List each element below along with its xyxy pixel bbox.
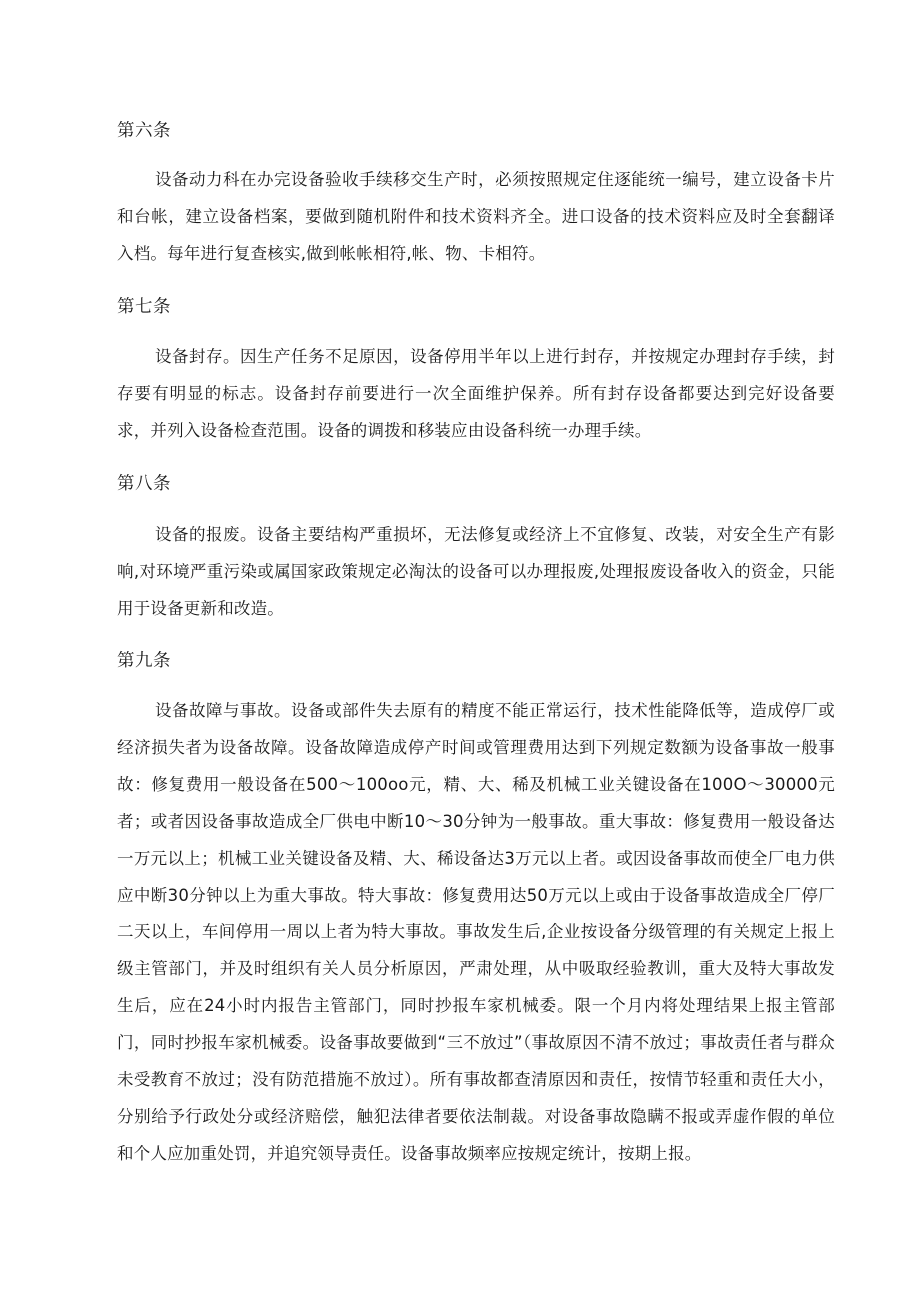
article-9: [117, 649, 835, 1173]
article-body: 设备封存。因生产任务不足原因，设备停用半年以上进行封存，并按规定办理封存手续，封存要有明显的标志。设备封存前要进行一次全面维护保养。所有封存设备都要达到完好设备要求，并列入设备检查范围。设备的调拨和移装应由设备科统一办理手续。: [117, 347, 835, 440]
article-6: [117, 119, 835, 272]
article-heading: 第七条: [117, 297, 171, 317]
article-heading: 第八条: [117, 474, 171, 494]
article-8: [117, 472, 835, 627]
article-body: 设备的报废。设备主要结构严重损坏，无法修复或经济上不宜修复、改装，对安全生产有影响,对环境严重污染或属国家政策规定必淘汰的设备可以办理报废,处理报废设备收入的资金，只能用于设备更新和改造。: [117, 525, 835, 618]
article-heading: 第九条: [117, 651, 171, 671]
article-heading: 第六条: [117, 121, 171, 141]
article-body: 设备故障与事故。设备或部件失去原有的精度不能正常运行，技术性能降低等，造成停厂或经济损失者为设备故障。设备故障造成停产时间或管理费用达到下列规定数额为设备事故一般事故：修复费用一般设备在500～100oo元，精、大、稀及机械工业关键设备在100O～30000元者；或者因设备事故造成全厂供电中断10～30分钟为一般事故。重大事故：修复费用一般设备达一万元以上；机械工业关键设备及精、大、稀设备达3万元以上者。或因设备事故而使全厂电力供应中断30分钟以上为重大事故。特大事故：修复费用达50万元以上或由于设备事故造成全厂停厂二天以上，车间停用一周以上者为特大事故。事故发生后,企业按设备分级管理的有关规定上报上级主管部门，并及时组织有关人员分析原因，严肃处理，从中吸取经验教训，重大及特大事故发生后，应在24小时内报告主管部门，同时抄报车家机械委。限一个月内将处理结果上报主管部门，同时抄报车家机械委。设备事故要做到“三不放过”（事故原因不清不放过；事故责任者与群众未受教育不放过；没有防范措施不放过）。所有事故都查清原因和责任，按情节轻重和责任大小，分别给予行政处分或经济赔偿，触犯法律者要依法制裁。对设备事故隐瞒不报或弄虚作假的单位和个人应加重处罚，并追究领导责任。设备事故频率应按规定统计，按期上报。: [117, 701, 835, 1163]
article-body: 设备动力科在办完设备验收手续移交生产时，必须按照规定住逐能统一编号，建立设备卡片和台帐，建立设备档案，要做到随机附件和技术资料齐全。进口设备的技术资料应及时全套翻译入档。每年进行复查核实,做到帐帐相符,帐、物、卡相符。: [117, 170, 835, 263]
article-7: [117, 295, 835, 449]
